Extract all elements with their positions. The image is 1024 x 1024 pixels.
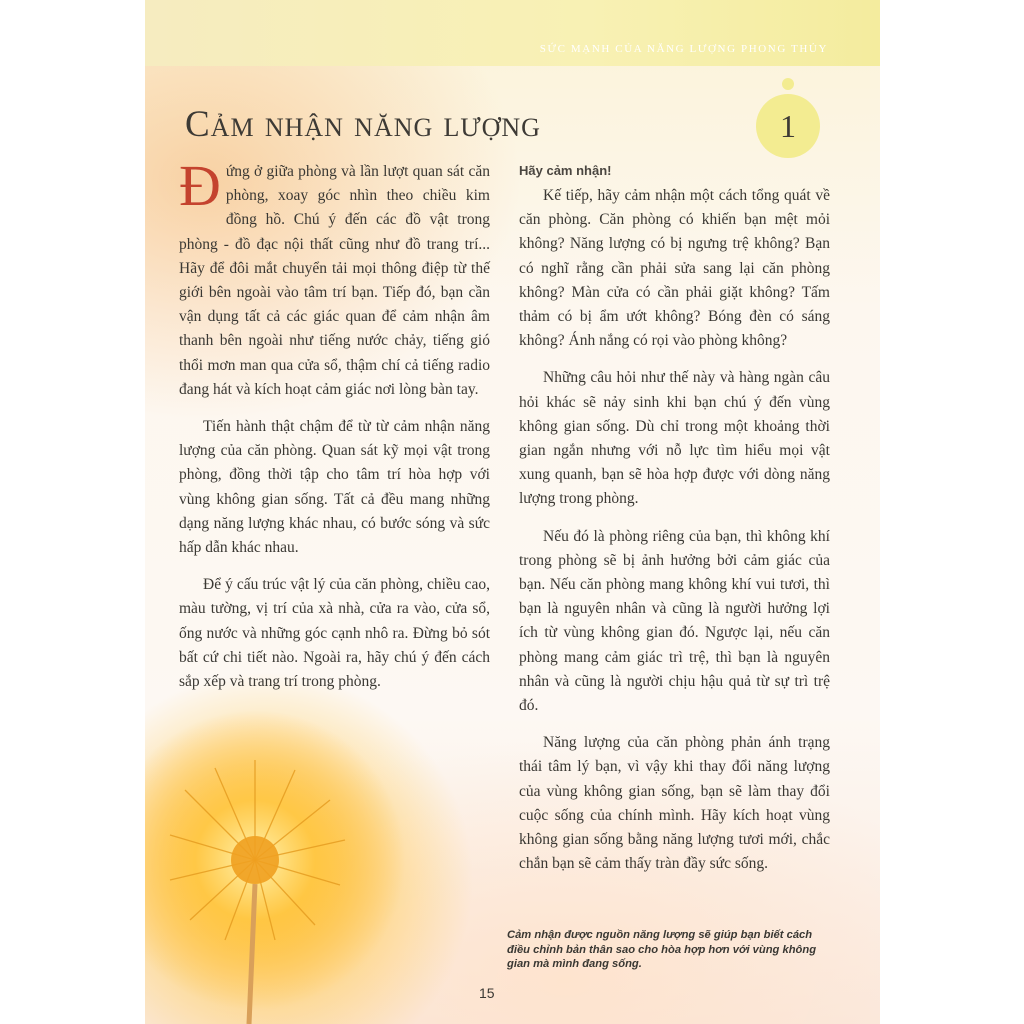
header-band [145,0,880,66]
chapter-number: 1 [780,107,796,144]
badge-dot [782,78,794,90]
dropcap: Đ [179,153,221,218]
chapter-number-badge [756,94,820,158]
dandelion-illustration [145,690,445,1024]
page-number: 15 [479,985,495,1001]
subheading: Hãy cảm nhận! [519,163,612,178]
paragraph: Những câu hỏi như thế này và hàng ngàn câu hỏi khác sẽ nảy sinh khi bạn chú ý đến vùng không gian sống. Dù chỉ trong một khoảng thời gian ngắn nhưng với nỗ lực tìm hiểu mọi vật xung quanh, bạn sẽ hòa hợp được với dòng năng lượng trong phòng. [519,369,830,508]
right-column [519,160,830,889]
paragraph: Năng lượng của căn phòng phản ánh trạng thái tâm lý bạn, vì vậy khi thay đổi năng lượng của vùng không gian sống, bạn sẽ làm thay đổi cuộc sống của chính mình. Hãy kích hoạt vùng không gian sống bằng năng lượng tươi mới, chắc chắn bạn sẽ cảm thấy tràn đầy sức sống. [519,734,830,873]
paragraph [179,153,490,402]
book-page [145,0,880,1024]
paragraph: Tiến hành thật chậm để từ từ cảm nhận năng lượng của căn phòng. Quan sát kỹ mọi vật trong phòng, đồng thời tập cho tâm trí hòa hợp với vùng không gian sống. Tất cả đều mang những dạng năng lượng khác nhau, có bước sóng và sức hấp dẫn khác nhau. [179,418,490,557]
paragraph-text: ứng ở giữa phòng và lần lượt quan sát căn phòng, xoay góc nhìn theo chiều kim đồng hồ. Chú ý đến các đồ vật trong phòng - đồ đạc nội thất cũng như đồ trang trí... Hãy để đôi mắt chuyển tải mọi thông điệp từ thế giới bên ngoài vào tâm trí bạn. Tiếp đó, bạn cần vận dụng tất cả các giác quan để cảm nhận âm thanh bên ngoài như tiếng nước chảy, tiếng gió thổi mơn man qua cửa sổ, thậm chí cả tiếng radio đang hát và kích hoạt cảm giác nơi lòng bàn tay. [179,163,490,398]
left-column [179,153,490,707]
chapter-title: Cảm nhận năng lượng [185,104,541,145]
photo-caption: Cảm nhận được nguồn năng lượng sẽ giúp bạn biết cách điều chỉnh bản thân sao cho hòa hợp hơn với vùng không gian mà mình đang sống. [507,929,817,971]
paragraph: Kế tiếp, hãy cảm nhận một cách tổng quát về căn phòng. Căn phòng có khiến bạn mệt mỏi không? Năng lượng có bị ngưng trệ không? Bạn có nghĩ rằng cần phải sửa sang lại căn phòng không? Màn cửa có cần phải giặt không? Tấm thảm có bị ẩm ướt không? Bóng đèn có sáng không? Ánh nắng có rọi vào phòng không? [519,187,830,350]
paragraph: Nếu đó là phòng riêng của bạn, thì không khí trong phòng sẽ bị ảnh hưởng bởi cảm giác của bạn. Nếu căn phòng mang không khí vui tươi, thì bạn là nguyên nhân và cũng là người hưởng lợi ích từ vùng không gian đó. Ngược lại, nếu căn phòng mang cảm giác trì trệ, thì bạn là nguyên nhân và cũng là người chịu hậu quả từ sự trì trệ đó. [519,527,830,715]
running-head: SỨC MẠNH CỦA NĂNG LƯỢNG PHONG THỦY [539,43,828,55]
paragraph: Để ý cấu trúc vật lý của căn phòng, chiều cao, màu tường, vị trí của xà nhà, cửa ra vào, cửa sổ, ống nước và những góc cạnh nhô ra. Đừng bỏ sót bất cứ chi tiết nào. Ngoài ra, hãy chú ý đến cách sắp xếp và trang trí trong phòng. [179,576,490,691]
